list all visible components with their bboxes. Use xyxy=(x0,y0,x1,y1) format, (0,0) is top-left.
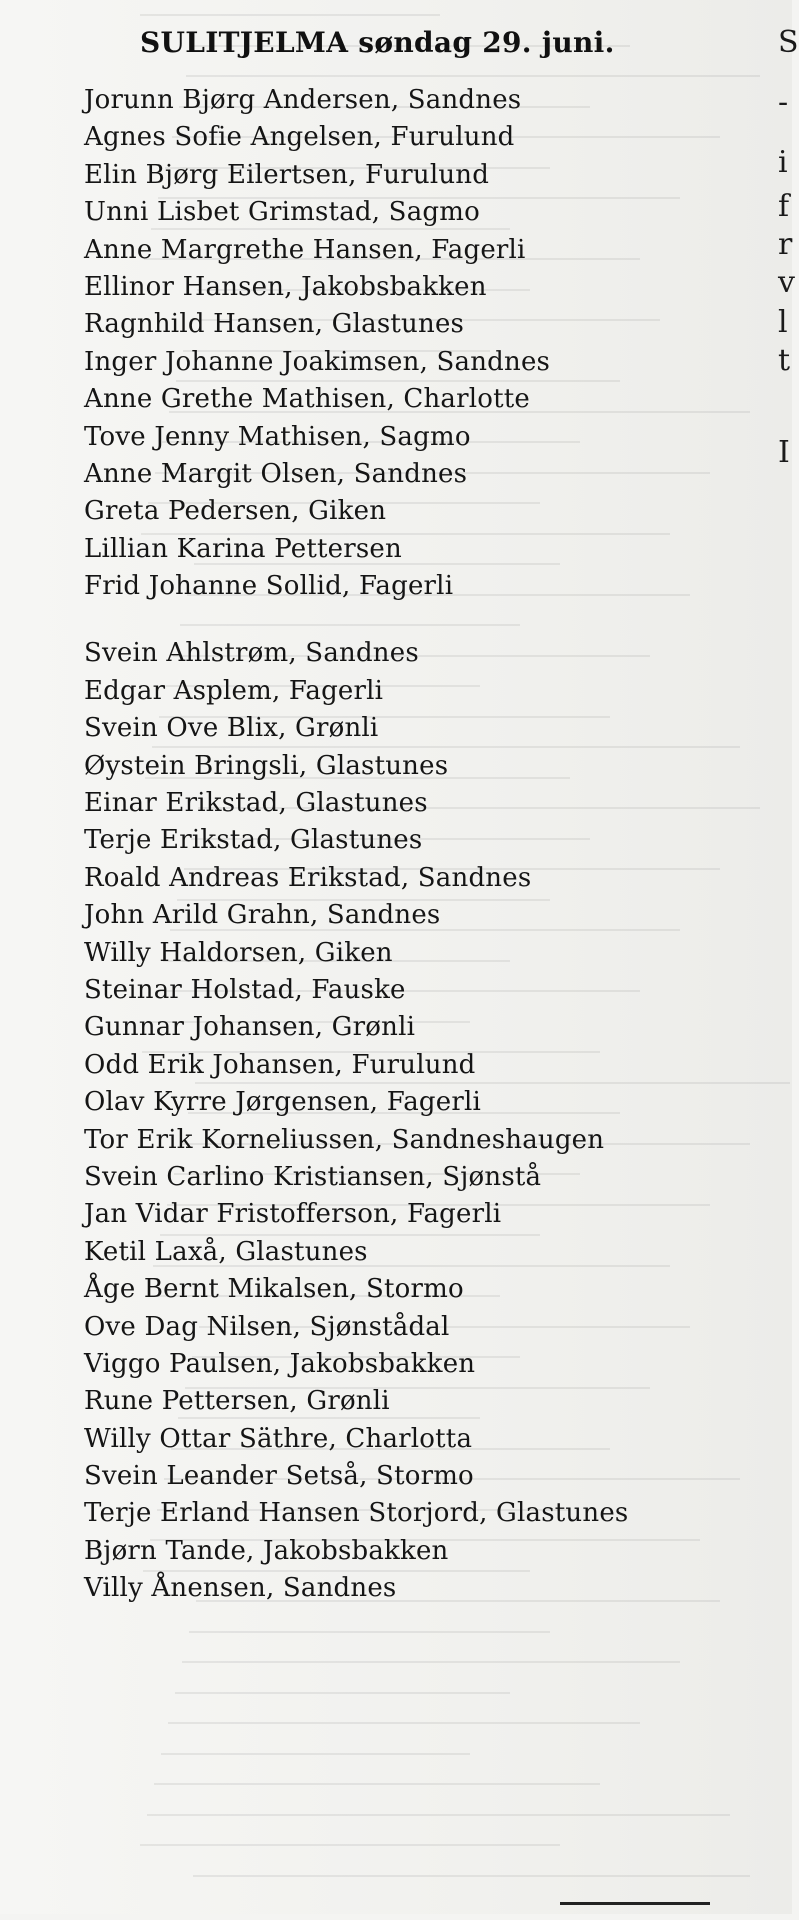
list-item: Lillian Karina Pettersen xyxy=(84,533,402,564)
list-item: Ragnhild Hansen, Glastunes xyxy=(84,309,465,340)
list-item: Edgar Asplem, Fagerli xyxy=(84,675,384,706)
margin-letter: I xyxy=(778,435,790,470)
list-item: Ove Dag Nilsen, Sjønstådal xyxy=(84,1311,450,1342)
list-item: Jan Vidar Fristofferson, Fagerli xyxy=(84,1199,502,1230)
ghost-line xyxy=(147,1814,730,1816)
margin-letter: S xyxy=(778,25,799,60)
list-item: Bjørn Tande, Jakobsbakken xyxy=(84,1535,449,1566)
list-item: Steinar Holstad, Fauske xyxy=(84,974,406,1005)
name-list xyxy=(84,82,774,1608)
list-item: Jorunn Bjørg Andersen, Sandnes xyxy=(84,85,522,115)
list-item: Greta Pedersen, Giken xyxy=(84,496,387,527)
list-item: Gunnar Johansen, Grønli xyxy=(84,1012,416,1043)
ghost-line xyxy=(189,1631,550,1633)
ghost-line xyxy=(186,75,760,77)
list-item: Svein Ove Blix, Grønli xyxy=(84,713,379,744)
margin-letter: r xyxy=(778,227,793,262)
ghost-line xyxy=(182,1661,680,1663)
list-item: Svein Ahlstrøm, Sandnes xyxy=(84,638,419,669)
list-item: Frid Johanne Sollid, Fagerli xyxy=(84,571,454,602)
group-gap xyxy=(84,605,774,635)
list-item: Terje Erland Hansen Storjord, Glastunes xyxy=(84,1498,629,1529)
list-item: Roald Andreas Erikstad, Sandnes xyxy=(84,862,532,893)
list-item: Åge Bernt Mikalsen, Stormo xyxy=(84,1274,464,1305)
ghost-line xyxy=(168,1722,640,1724)
ghost-line xyxy=(161,1753,470,1755)
adjacent-page-margin-text xyxy=(778,20,799,1920)
list-item: Anne Grethe Mathisen, Charlotte xyxy=(84,384,531,415)
list-item: Svein Leander Setså, Stormo xyxy=(84,1461,474,1492)
list-item: Rune Pettersen, Grønli xyxy=(84,1386,390,1417)
page-heading: SULITJELMA søndag 29. juni. xyxy=(140,26,615,59)
list-item: Inger Johanne Joakimsen, Sandnes xyxy=(84,346,551,377)
list-item: Ketil Laxå, Glastunes xyxy=(84,1236,368,1267)
margin-letter: i xyxy=(778,145,788,180)
margin-letter: l xyxy=(778,305,788,340)
group-a xyxy=(84,82,774,605)
group-b xyxy=(84,635,774,1607)
list-item: Tove Jenny Mathisen, Sagmo xyxy=(84,421,471,452)
list-item: John Arild Grahn, Sandnes xyxy=(84,900,441,931)
ghost-line xyxy=(140,1844,560,1846)
list-item: Svein Carlino Kristiansen, Sjønstå xyxy=(84,1161,542,1192)
margin-letter: v xyxy=(778,265,795,300)
ghost-line xyxy=(175,1692,510,1694)
list-item: Terje Erikstad, Glastunes xyxy=(84,825,423,856)
list-item: Elin Bjørg Eilertsen, Furulund xyxy=(84,159,490,190)
margin-letter: t xyxy=(778,343,791,378)
margin-letter: f xyxy=(778,189,790,224)
margin-letter: - xyxy=(778,85,789,120)
ghost-line xyxy=(193,1875,750,1877)
list-item: Willy Haldorsen, Giken xyxy=(84,937,393,968)
list-item: Øystein Bringsli, Glastunes xyxy=(84,750,449,781)
list-item: Viggo Paulsen, Jakobsbakken xyxy=(84,1348,476,1379)
list-item: Einar Erikstad, Glastunes xyxy=(84,788,428,819)
list-item: Agnes Sofie Angelsen, Furulund xyxy=(84,122,515,153)
list-item: Unni Lisbet Grimstad, Sagmo xyxy=(84,197,480,228)
ghost-line xyxy=(140,14,440,16)
list-item: Villy Ånensen, Sandnes xyxy=(84,1573,397,1604)
bottom-rule xyxy=(560,1902,710,1905)
list-item: Anne Margit Olsen, Sandnes xyxy=(84,458,468,489)
list-item: Ellinor Hansen, Jakobsbakken xyxy=(84,271,487,302)
ghost-line xyxy=(154,1783,600,1785)
list-item: Olav Kyrre Jørgensen, Fagerli xyxy=(84,1087,481,1118)
list-item: Tor Erik Korneliussen, Sandneshaugen xyxy=(84,1124,605,1155)
list-item: Odd Erik Johansen, Furulund xyxy=(84,1049,476,1080)
list-item: Willy Ottar Säthre, Charlotta xyxy=(84,1423,473,1454)
list-item: Anne Margrethe Hansen, Fagerli xyxy=(84,234,526,265)
